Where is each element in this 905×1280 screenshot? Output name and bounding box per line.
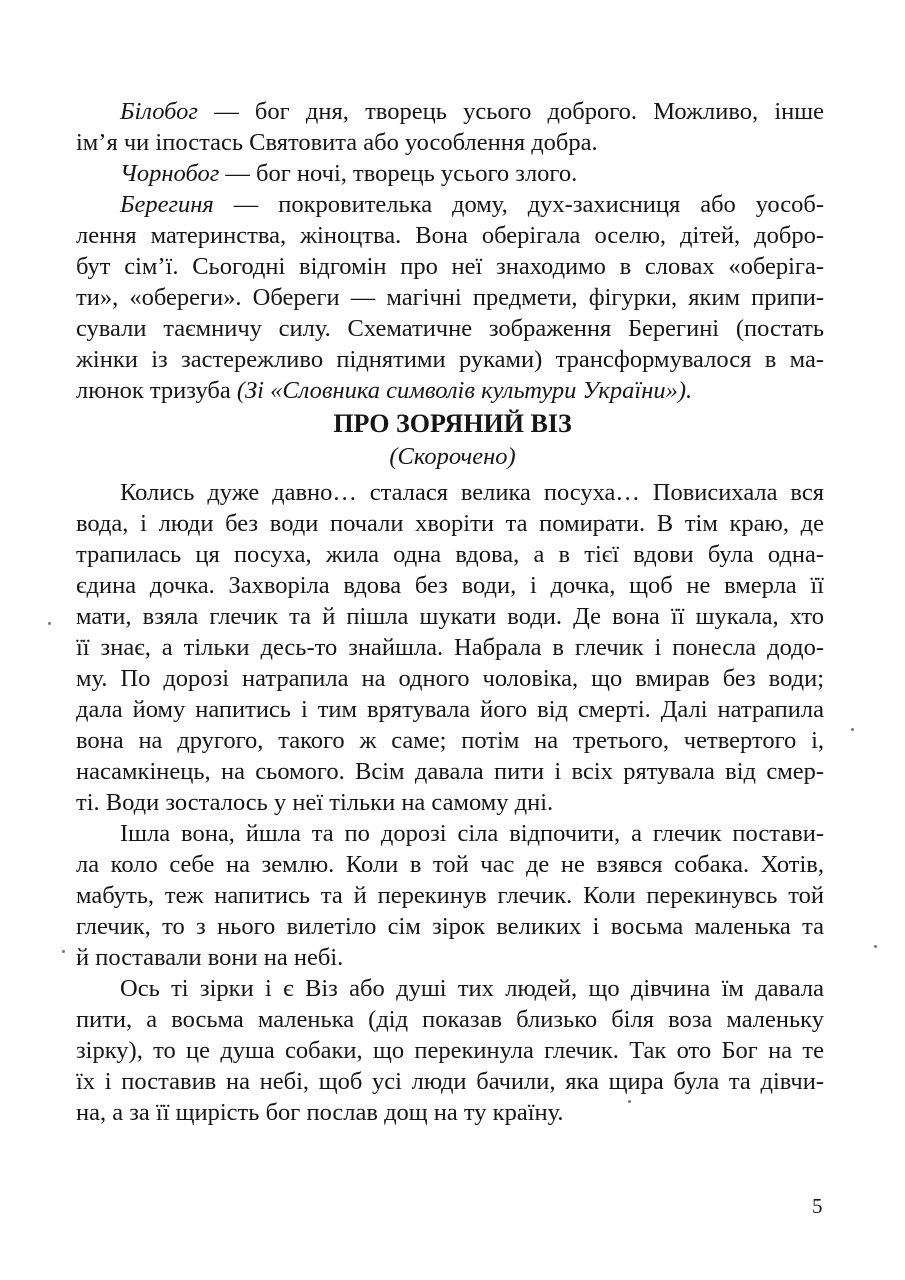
story-title: ПРО ЗОРЯНИЙ ВІЗ (333, 409, 572, 438)
story-line: Колись дуже давно… сталася велика посуха… Повисихала вся (120, 479, 824, 506)
entry-bilobog-line-1: Білобог — бог дня, творець усього доброго. Можливо, інше (120, 98, 824, 125)
entry-berehynia-line-2: лення материнства, жіноцтва. Вона оберігала оселю, дітей, добро- (76, 222, 824, 249)
entry-berehynia-line-7: люнок тризуба (Зі «Словника символів культури України»). (76, 377, 693, 404)
story-line: їх і поставив на небі, щоб усі люди бачили, яка щира була та дівчи- (76, 1068, 824, 1095)
term-chornobog: Чорнобог (120, 160, 220, 187)
story-line: мати, взяла глечик та й пішла шукати води. Де вона її шукала, хто (76, 603, 824, 630)
story-line: Ось ті зірки і є Віз або душі тих людей, що дівчина їм давала (120, 975, 824, 1002)
story-line: ла коло себе на землю. Коли в той час де не взявся собака. Хотів, (76, 851, 824, 878)
entry-chornobog: Чорнобог — бог ночі, творець усього злого. (120, 160, 578, 187)
page-number: 5 (812, 1194, 823, 1218)
story-subtitle: (Скорочено) (389, 443, 516, 470)
entry-berehynia-line-3: бут сім’ї. Сьогодні відгомін про неї знаходимо в словах «оберіга- (76, 253, 824, 280)
entry-berehynia-line-6: жінки із застережливо піднятими руками) трансформувалося в ма- (76, 346, 824, 373)
entry-berehynia-line-5: сували таємничу силу. Схематичне зображення Берегині (постать (76, 315, 824, 342)
story-line: му. По дорозі натрапила на одного чоловіка, що вмирав без води; (76, 665, 824, 692)
story-line: на, а за її щирість бог послав дощ на ту країну. (76, 1099, 564, 1126)
term-bilobog: Білобог (120, 98, 198, 125)
story-line: трапилась ця посуха, жила одна вдова, а в тієї вдови була одна- (76, 541, 824, 568)
entry-berehynia-line-1: Берегиня — покровителька дому, дух-захисниця або уособ- (120, 191, 824, 218)
scan-speck (48, 622, 51, 625)
story-line: Ішла вона, йшла та по дорозі сіла відпочити, а глечик постави- (120, 820, 824, 847)
story-line: й поставали вони на небі. (76, 944, 344, 971)
story-line: мабуть, теж напитись та й перекинув глечик. Коли перекинувсь той (76, 882, 824, 909)
story-line: пити, а восьма маленька (дід показав близько біля воза маленьку (76, 1006, 824, 1033)
story-line: її знає, а тільки десь-то знайшла. Набрала в глечик і понесла додо- (76, 634, 824, 661)
scan-speck (628, 1100, 631, 1103)
story-line: дала йому напитись і тим врятувала його від смерті. Далі натрапила (76, 696, 824, 723)
scan-speck (62, 950, 65, 953)
scan-speck (874, 945, 877, 948)
entry-bilobog-line-2: ім’я чи іпостась Святовита або уособлення добра. (76, 129, 598, 156)
story-line: ті. Води зосталось у неї тільки на самому дні. (76, 789, 554, 816)
story-line: вона на другого, такого ж саме; потім на третього, четвертого і, (76, 727, 824, 754)
source-citation: (Зі «Словника символів культури України»). (236, 377, 693, 404)
story-line: єдина дочка. Захворіла вдова без води, і дочка, щоб не вмерла її (76, 572, 824, 599)
scan-speck (851, 728, 854, 731)
story-line: глечик, то з нього вилетіло сім зірок великих і восьма маленька та (76, 913, 824, 940)
story-line: зірку), то це душа собаки, що перекинула глечик. Так ото Бог на те (76, 1037, 824, 1064)
story-line: вода, і люди без води почали хворіти та помирати. В тім краю, де (76, 510, 824, 537)
entry-berehynia-line-4: ти», «обереги». Обереги — магічні предмети, фігурки, яким припи- (76, 284, 824, 311)
story-line: насамкінець, на сьомого. Всім давала пити і всіх рятувала від смер- (76, 758, 824, 785)
term-berehynia: Берегиня (120, 191, 214, 218)
